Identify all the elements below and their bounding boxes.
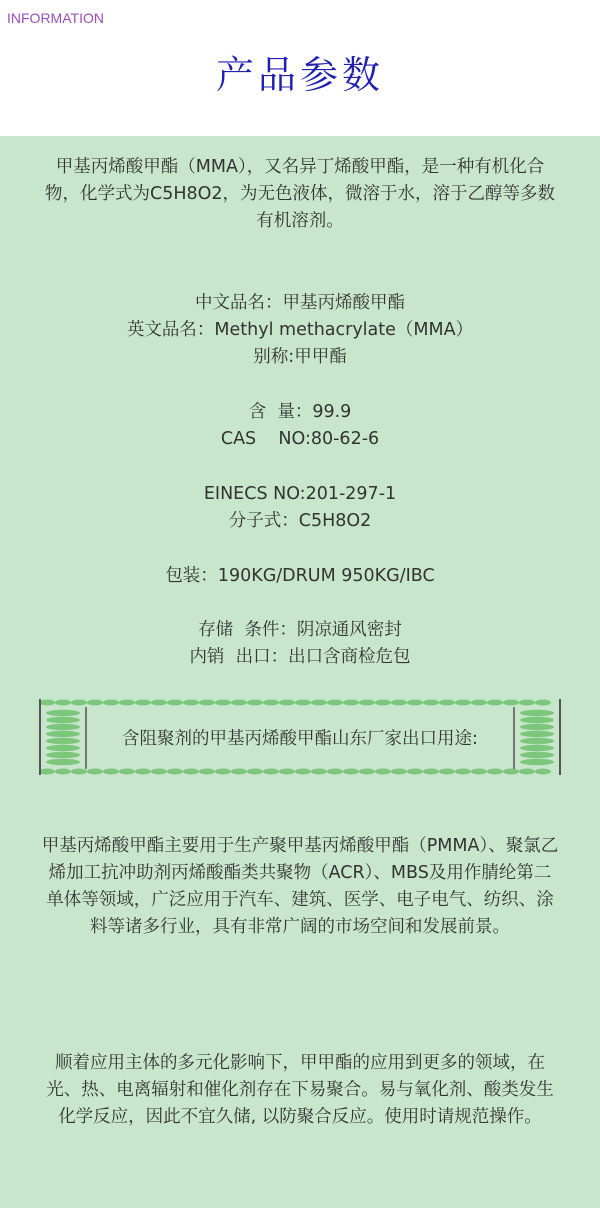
leaf-ornament [71, 769, 87, 775]
info-tag: INFORMATION [7, 10, 104, 26]
leaf-ornament [535, 769, 551, 775]
leaf-ornament [46, 710, 80, 716]
leaf-ornament [46, 745, 80, 751]
spec-cas: CAS NO:80-62-6 [220, 429, 380, 449]
leaf-column-right [520, 710, 554, 765]
leaf-ornament [55, 700, 71, 706]
leaf-column-left [46, 710, 80, 765]
leaf-ornament [503, 769, 519, 775]
spec-alias: 别称:甲甲酯 [253, 347, 347, 367]
leaf-ornament [519, 700, 535, 706]
usage-banner [39, 699, 561, 775]
leaf-ornament [71, 700, 87, 706]
leaf-ornament [39, 700, 55, 706]
leaf-ornament [520, 759, 554, 765]
leaf-ornament [46, 724, 80, 730]
leaf-ornament [520, 717, 554, 723]
content-panel [0, 136, 600, 1208]
usage-paragraph: 甲基丙烯酸甲酯主要用于生产聚甲基丙烯酸甲酯（PMMA）、聚氯乙烯加工抗冲助剂丙烯酸酯类共聚物（ACR）、MBS及用作腈纶第二单体等领域，广泛应用于汽车、建筑、医学、电子电气、纺织、涂料等诸多行业，具有非常广阔的市场空间和发展前景。 [41, 836, 559, 937]
leaf-ornament [46, 752, 80, 758]
spec-en-name: 英文品名：Methyl methacrylate（MMA） [126, 320, 474, 340]
spec-content: 含 量：99.9 [248, 402, 352, 422]
spec-export: 内销 出口：出口含商检危包 [189, 647, 411, 667]
spec-storage: 存储 条件：阴凉通风密封 [198, 620, 402, 640]
leaf-ornament [39, 769, 55, 775]
leaf-ornament [520, 752, 554, 758]
leaf-ornament [503, 700, 519, 706]
leaf-ornament [520, 738, 554, 744]
spec-cn-name: 中文品名：甲基丙烯酸甲酯 [195, 293, 405, 313]
leaf-ornament [46, 738, 80, 744]
leaf-ornament [520, 724, 554, 730]
leaf-ornament [520, 745, 554, 751]
banner-text: 含阻聚剂的甲基丙烯酸甲酯山东厂家出口用途: [122, 728, 478, 749]
spec-formula: 分子式：C5H8O2 [228, 511, 372, 531]
leaf-ornament [46, 731, 80, 737]
notes-paragraph: 顺着应用主体的多元化影响下，甲甲酯的应用到更多的领域，在光、热、电离辐射和催化剂存在下易聚合。易与氧化剂、酸类发生化学反应，因此不宜久储, 以防聚合反应。使用时请规范操作。 [46, 1053, 554, 1127]
leaf-ornament [46, 759, 80, 765]
spec-einecs: EINECS NO:201-297-1 [203, 484, 397, 504]
intro-paragraph: 甲基丙烯酸甲酯（MMA），又名异丁烯酸甲酯，是一种有机化合物，化学式为C5H8O2，为无色液体，微溶于水，溶于乙醇等多数有机溶剂。 [44, 157, 556, 231]
leaf-ornament [519, 769, 535, 775]
leaf-ornament [46, 717, 80, 723]
leaf-ornament [535, 700, 551, 706]
leaf-ornament [520, 710, 554, 716]
page-title: 产品参数 [215, 53, 384, 97]
leaf-ornament [55, 769, 71, 775]
spec-packing: 包装：190KG/DRUM 950KG/IBC [165, 566, 435, 586]
leaf-ornament [520, 731, 554, 737]
